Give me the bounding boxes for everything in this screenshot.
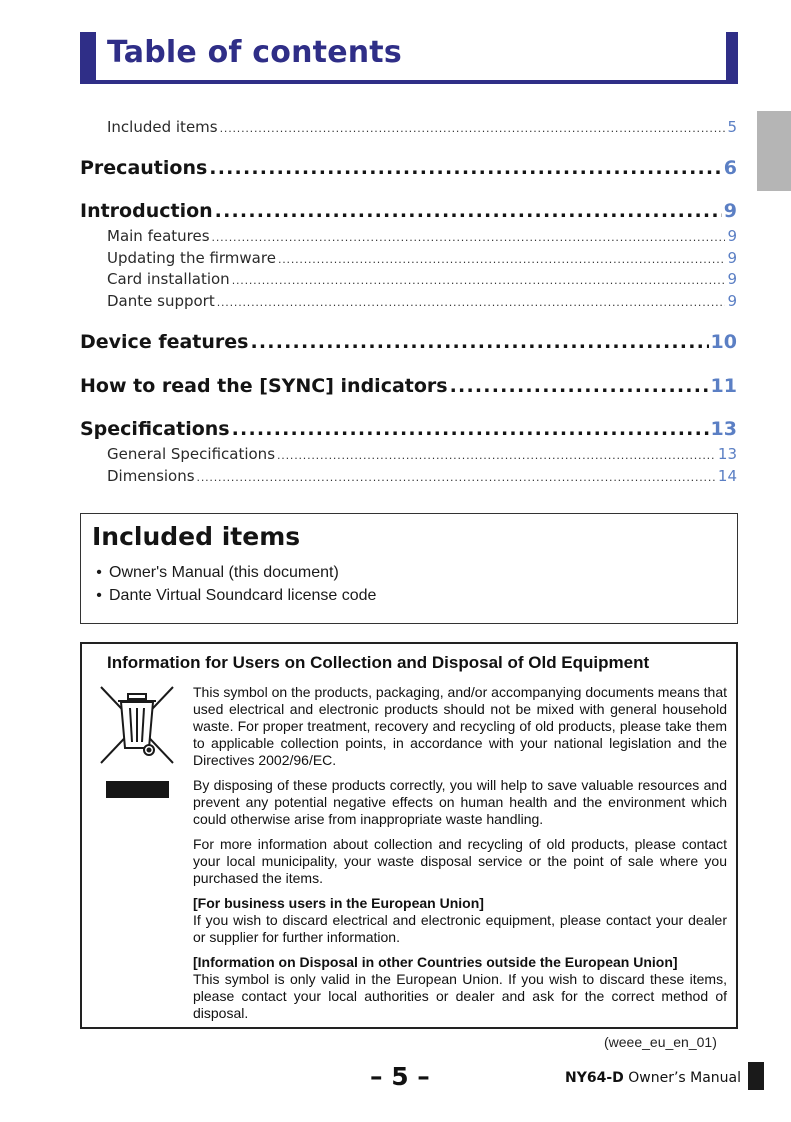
toc-page-number: 5	[727, 118, 737, 136]
toc-label: Dimensions	[107, 467, 195, 485]
weee-disposal-notice	[80, 642, 738, 1029]
toc-leader	[277, 449, 716, 462]
toc-leader	[212, 231, 726, 244]
toc-leader	[450, 375, 709, 397]
toc-label: Updating the firmware	[107, 249, 276, 267]
toc-entry-sync-indicators[interactable]	[80, 375, 737, 397]
list-item	[89, 587, 376, 610]
footer-block	[748, 1062, 764, 1090]
toc-page-number: 14	[717, 467, 737, 485]
toc-label: Main features	[107, 227, 210, 245]
manual-name: Owner’s Manual	[623, 1070, 742, 1086]
manual-title	[565, 1070, 741, 1086]
weee-business-section	[193, 895, 727, 946]
toc-entry-device-features[interactable]	[80, 331, 737, 353]
toc-entry-introduction[interactable]	[80, 200, 737, 222]
toc-entry-updating-firmware[interactable]	[107, 249, 737, 267]
toc-page-number: 9	[727, 249, 737, 267]
chapter-side-tab	[757, 111, 791, 191]
weee-body	[193, 684, 727, 1030]
toc-leader	[250, 331, 708, 353]
toc-page-number: 13	[710, 418, 737, 440]
list-item-text: Owner's Manual (this document)	[109, 564, 339, 581]
toc-label: Device features	[80, 331, 249, 353]
toc-entry-main-features[interactable]	[107, 227, 737, 245]
weee-outside-eu-text: This symbol is only valid in the European Union. If you wish to discard these items, please contact your local authorities or dealer and ask for the correct method of disposal.	[193, 971, 727, 1021]
toc-label: Precautions	[80, 157, 208, 179]
toc-leader	[220, 122, 726, 135]
weee-black-bar	[106, 781, 169, 798]
weee-paragraph: This symbol on the products, packaging, and/or accompanying documents means that used electrical and electronic products should not be mixed with general household waste. For proper treatment, recovery and recycling of old products, please take them to applicable collection points, in accordance with your national legislation and the Directives 2002/96/EC.	[193, 684, 727, 768]
weee-business-text: If you wish to discard electrical and electronic equipment, please contact your dealer or supplier for further information.	[193, 912, 727, 945]
included-items-heading: Included items	[92, 522, 301, 551]
toc-label: Included items	[107, 118, 218, 136]
bullet-icon: •	[96, 587, 102, 604]
toc-page-number: 6	[723, 157, 737, 179]
toc-label: Dante support	[107, 292, 215, 310]
weee-paragraph: By disposing of these products correctly, you will help to save valuable resources and prevent any potential negative effects on human health and the environment which could otherwise arise from inappropriate waste handling.	[193, 777, 727, 827]
toc-entry-dante-support[interactable]	[107, 292, 737, 310]
toc-entry-included-items[interactable]	[107, 118, 737, 136]
toc-label: Card installation	[107, 270, 230, 288]
toc-label: General Specifications	[107, 445, 276, 463]
toc-page-number: 9	[727, 270, 737, 288]
toc-page-number: 9	[723, 200, 737, 222]
weee-heading: Information for Users on Collection and Disposal of Old Equipment	[107, 653, 650, 672]
list-item-text: Dante Virtual Soundcard license code	[109, 587, 377, 604]
weee-outside-eu-heading: [Information on Disposal in other Countries outside the European Union]	[193, 954, 678, 970]
toc-label: How to read the [SYNC] indicators	[80, 375, 448, 397]
toc-entry-precautions[interactable]	[80, 157, 737, 179]
model-name: NY64-D	[565, 1070, 624, 1086]
toc-entry-card-installation[interactable]	[107, 270, 737, 288]
toc-leader	[209, 157, 721, 179]
header-right-bar	[726, 32, 738, 84]
weee-business-heading: [For business users in the European Union]	[193, 895, 484, 911]
toc-page-number: 9	[727, 292, 737, 310]
toc-label: Introduction	[80, 200, 213, 222]
page-header	[80, 32, 738, 84]
toc-leader	[217, 296, 726, 309]
page-number: – 5 –	[370, 1062, 430, 1091]
toc-page-number: 13	[717, 445, 737, 463]
crossed-out-wheelie-bin-icon	[97, 684, 177, 766]
toc-page-number: 9	[727, 227, 737, 245]
list-item	[89, 564, 376, 587]
weee-outside-eu-section	[193, 954, 727, 1022]
toc-page-number: 11	[710, 375, 737, 397]
toc-page-number: 10	[710, 331, 737, 353]
bullet-icon: •	[96, 564, 102, 581]
toc-entry-dimensions[interactable]	[107, 467, 737, 485]
included-items-list	[89, 564, 376, 610]
toc-entry-specifications[interactable]	[80, 418, 737, 440]
toc-leader	[215, 200, 722, 222]
included-items-section	[80, 513, 738, 624]
toc-entry-general-specifications[interactable]	[107, 445, 737, 463]
page-title: Table of contents	[107, 35, 402, 70]
header-left-bar	[80, 32, 96, 84]
reference-code: (weee_eu_en_01)	[604, 1034, 717, 1050]
toc-leader	[232, 418, 709, 440]
toc-label: Specifications	[80, 418, 230, 440]
toc-leader	[197, 471, 716, 484]
toc-leader	[278, 253, 726, 266]
weee-paragraph: For more information about collection and recycling of old products, please contact your local municipality, your waste disposal service or the point of sale where you purchased the items.	[193, 836, 727, 886]
toc-leader	[232, 274, 726, 287]
